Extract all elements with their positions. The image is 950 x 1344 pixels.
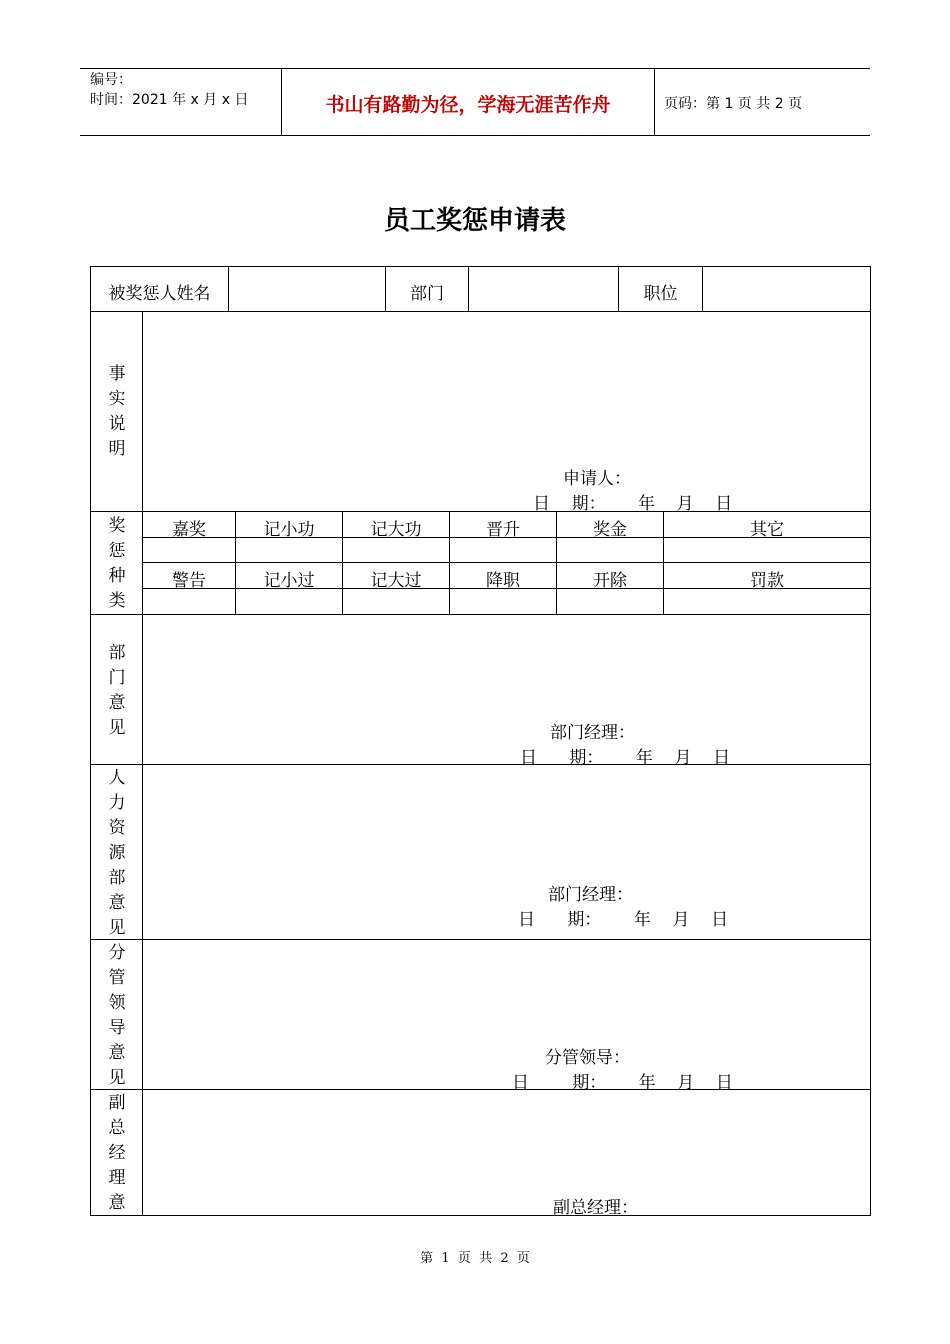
- label-char: 意: [108, 693, 126, 713]
- label-char: 类: [108, 591, 126, 611]
- penalty-demotion: 降职: [486, 571, 520, 591]
- col-divider: [228, 266, 229, 311]
- dept-opinion-label: [91, 641, 143, 741]
- header-meta: [90, 70, 248, 110]
- penalty-fine: 罚款: [750, 571, 784, 591]
- label-char: 见: [108, 1068, 126, 1088]
- label-char: 经: [108, 1143, 126, 1163]
- label-char: 奖: [108, 516, 126, 536]
- label-char: 门: [108, 668, 126, 688]
- label-char: 见: [108, 918, 126, 938]
- row-divider: [90, 511, 871, 512]
- hr-opinion-date: 日 期： 年 月 日: [518, 910, 729, 930]
- dept-opinion-textarea[interactable]: [143, 615, 870, 764]
- label-char: 副: [108, 1093, 126, 1113]
- leader-signer-label: 分管领导：: [545, 1048, 630, 1068]
- header-top-rule: [80, 68, 870, 69]
- dept-manager-label: 部门经理：: [550, 723, 635, 743]
- label-char: 事: [108, 364, 126, 384]
- label-char: 意: [108, 1193, 126, 1213]
- page-footer: 第 1 页 共 2 页: [420, 1251, 530, 1266]
- facts-label: [91, 362, 143, 462]
- reward-minor-merit: 记小功: [263, 520, 315, 540]
- penalty-demotion-check[interactable]: [450, 589, 556, 613]
- label-char: 惩: [108, 541, 126, 561]
- time-label: 时间：2021 年 x 月 x 日: [90, 92, 249, 108]
- leader-opinion-date: 日 期： 年 月 日: [512, 1073, 733, 1093]
- reward-major-merit-check[interactable]: [343, 538, 449, 562]
- leader-opinion-textarea[interactable]: [143, 940, 870, 1089]
- hr-opinion-textarea[interactable]: [143, 765, 870, 939]
- penalty-dismissal-check[interactable]: [557, 589, 663, 613]
- vp-opinion-label: [91, 1091, 143, 1216]
- header-divider-right: [654, 68, 655, 135]
- reward-minor-merit-check[interactable]: [236, 538, 342, 562]
- reward-commendation-check[interactable]: [143, 538, 235, 562]
- penalty-major-demerit-check[interactable]: [343, 589, 449, 613]
- types-divider: [142, 562, 871, 563]
- penalty-warning-check[interactable]: [143, 589, 235, 613]
- header-motto: 书山有路勤为径，学海无涯苦作舟: [325, 94, 611, 116]
- label-char: 人: [108, 768, 126, 788]
- form-title: 员工奖惩申请表: [383, 206, 566, 236]
- reward-promotion: 晋升: [486, 520, 520, 540]
- facts-date: 日 期： 年 月 日: [533, 494, 733, 514]
- label-char: 说: [108, 414, 126, 434]
- label-char: 源: [108, 843, 126, 863]
- label-char: 导: [108, 1018, 126, 1038]
- vp-opinion-textarea[interactable]: [143, 1090, 870, 1215]
- hr-manager-label: 部门经理：: [548, 885, 633, 905]
- label-char: 种: [108, 566, 126, 586]
- number-label: 编号：: [90, 72, 132, 88]
- label-char: 见: [108, 718, 126, 738]
- name-label: 被奖惩人姓名: [108, 284, 211, 304]
- label-char: 部: [108, 868, 126, 888]
- label-char: 资: [108, 818, 126, 838]
- facts-textarea[interactable]: [143, 312, 870, 511]
- label-char: 明: [108, 439, 126, 459]
- leader-opinion-label: [91, 941, 143, 1091]
- label-char: 实: [108, 389, 126, 409]
- label-char: 理: [108, 1168, 126, 1188]
- reward-other: 其它: [750, 520, 784, 540]
- label-char: 分: [108, 943, 126, 963]
- label-char: 意: [108, 893, 126, 913]
- reward-major-merit: 记大功: [370, 520, 422, 540]
- label-char: 力: [108, 793, 126, 813]
- label-char: 管: [108, 968, 126, 988]
- position-label: 职位: [643, 284, 678, 304]
- types-label: [91, 514, 143, 614]
- hr-opinion-label: [91, 766, 143, 941]
- label-char: 总: [108, 1118, 126, 1138]
- col-divider: [468, 266, 469, 311]
- label-char: 意: [108, 1043, 126, 1063]
- header-bottom-rule: [80, 135, 870, 136]
- penalty-warning: 警告: [172, 571, 206, 591]
- reward-commendation: 嘉奖: [172, 520, 206, 540]
- penalty-minor-demerit: 记小过: [263, 571, 315, 591]
- penalty-minor-demerit-check[interactable]: [236, 589, 342, 613]
- reward-other-check[interactable]: [664, 538, 870, 562]
- penalty-major-demerit: 记大过: [370, 571, 422, 591]
- label-char: 领: [108, 993, 126, 1013]
- dept-opinion-date: 日 期： 年 月 日: [520, 748, 731, 768]
- dept-label: 部门: [410, 284, 444, 304]
- applicant-label: 申请人：: [563, 469, 631, 489]
- header-page-info: 页码：第 1 页 共 2 页: [664, 96, 803, 112]
- penalty-fine-check[interactable]: [664, 589, 870, 613]
- reward-bonus: 奖金: [593, 520, 627, 540]
- vp-signer-label: 副总经理：: [553, 1198, 638, 1218]
- reward-bonus-check[interactable]: [557, 538, 663, 562]
- col-divider: [702, 266, 703, 311]
- reward-promotion-check[interactable]: [450, 538, 556, 562]
- label-char: 部: [108, 643, 126, 663]
- penalty-dismissal: 开除: [593, 571, 627, 591]
